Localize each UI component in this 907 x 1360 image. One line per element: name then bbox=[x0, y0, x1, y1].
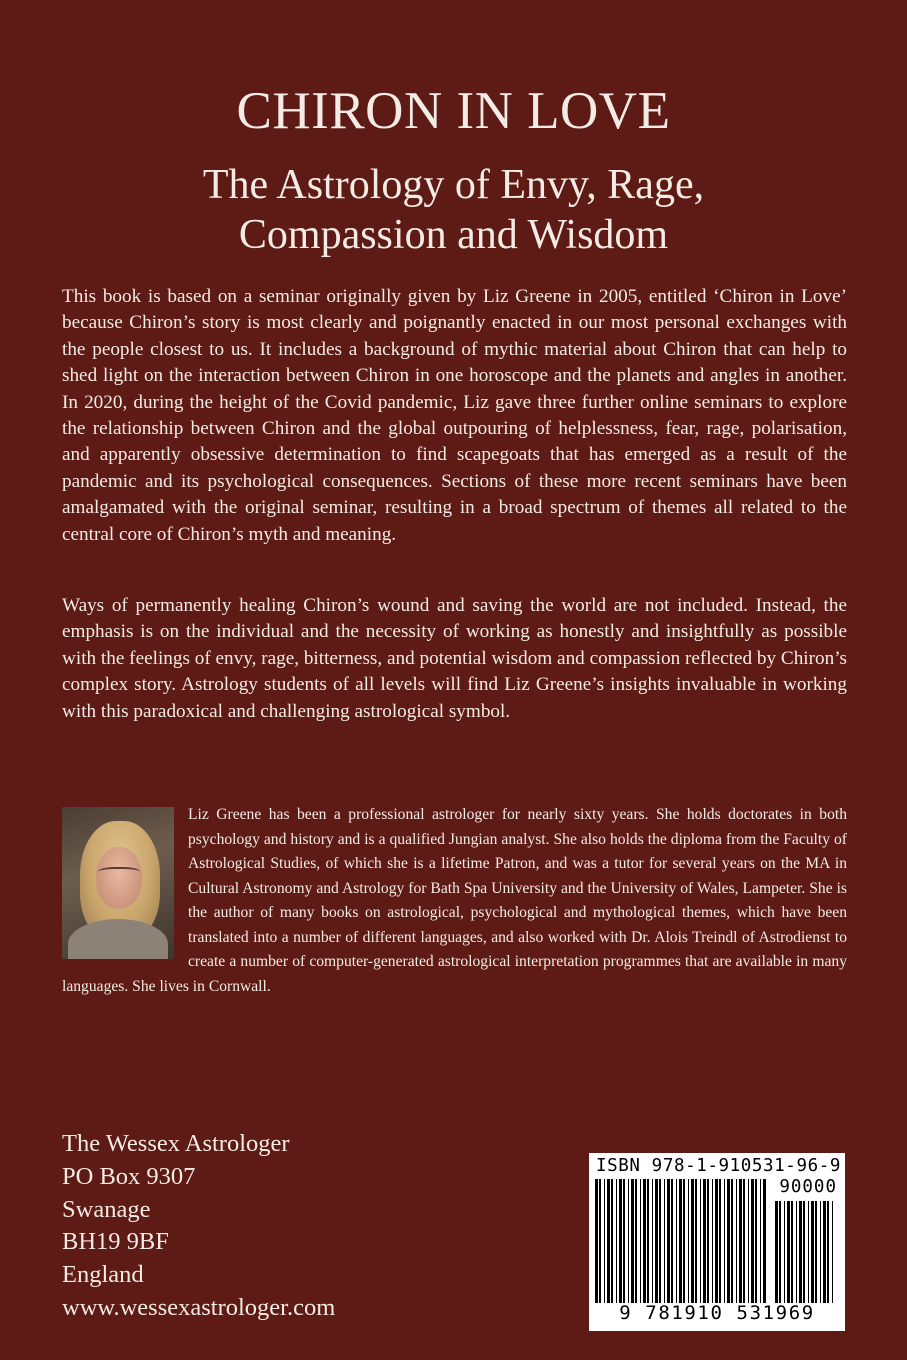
subtitle-line-1: The Astrology of Envy, Rage, bbox=[202, 162, 705, 208]
isbn-barcode bbox=[589, 1153, 845, 1331]
barcode-addon-bars-icon bbox=[775, 1201, 837, 1303]
barcode-addon-number: 90000 bbox=[779, 1177, 837, 1197]
author-bio: Liz Greene has been a professional astrologer for nearly sixty years. She holds doctorates in both psychology and history and is a qualified Jungian analyst. She also holds the diploma from the Faculty of Astrological Studies, of which she is a lifetime Patron, and was a tutor for several years on the MA in Cultural Astronomy and Astrology for Bath Spa University and the University of Wales, Lampeter. She is the author of many books on astrological, psychological and mythological themes, which have been translated into a number of different languages, and also worked with Dr. Alois Treindl of Astrodienst to create a number of computer-generated astrological interpretation programmes that are available in many languages. She lives in Cornwall. bbox=[62, 806, 847, 995]
subtitle-line-2: Compassion and Wisdom bbox=[238, 212, 669, 258]
ean-number: 9 781910 531969 bbox=[619, 1302, 815, 1324]
publisher-name: The Wessex Astrologer bbox=[62, 1130, 290, 1157]
author-photo bbox=[62, 807, 174, 959]
isbn-label: ISBN 978-1-910531-96-9 bbox=[596, 1156, 841, 1176]
publisher-po-box: PO Box 9307 bbox=[62, 1162, 196, 1190]
description-paragraph-1: This book is based on a seminar originally given by Liz Greene in 2005, entitled ‘Chiron in Love’ because Chiron’s story is most clearly and poignantly enacted in our most personal exchanges with the people closest to us. It includes a background of mythic material about Chiron that can help to shed light on the interaction between Chiron in one horoscope and the planets and angles in another. In 2020, during the height of the Covid pandemic, Liz gave three further online seminars to explore the relationship between Chiron and the global outpouring of helplessness, fear, rage, polarisation, and apparently obsessive determination to find scapegoats that has emerged as a result of the pandemic and its psychological consequences. Sections of these more recent seminars have been amalgamated with the original seminar, resulting in a broad spectrum of themes all related to the central core of Chiron’s myth and meaning. bbox=[62, 286, 847, 545]
publisher-website[interactable]: www.wessexastrologer.com bbox=[62, 1293, 336, 1321]
publisher-country: England bbox=[62, 1261, 144, 1289]
barcode-bars-icon bbox=[595, 1179, 767, 1303]
book-title: CHIRON IN LOVE bbox=[236, 82, 671, 140]
book-subtitle bbox=[0, 160, 907, 260]
publisher-postcode: BH19 9BF bbox=[62, 1228, 169, 1256]
publisher-town: Swanage bbox=[62, 1195, 151, 1223]
author-section bbox=[62, 803, 847, 999]
publisher-address bbox=[62, 1128, 335, 1325]
description-paragraph-2: Ways of permanently healing Chiron’s wound and saving the world are not included. Instead, the emphasis is on the individual and the necessity of working as honestly and insightfully as possible with the feelings of envy, rage, bitterness, and potential wisdom and compassion reflected by Chiron’s complex story. Astrology students of all levels will find Liz Greene’s insights invaluable in working with this paradoxical and challenging astrological symbol. bbox=[62, 595, 847, 722]
